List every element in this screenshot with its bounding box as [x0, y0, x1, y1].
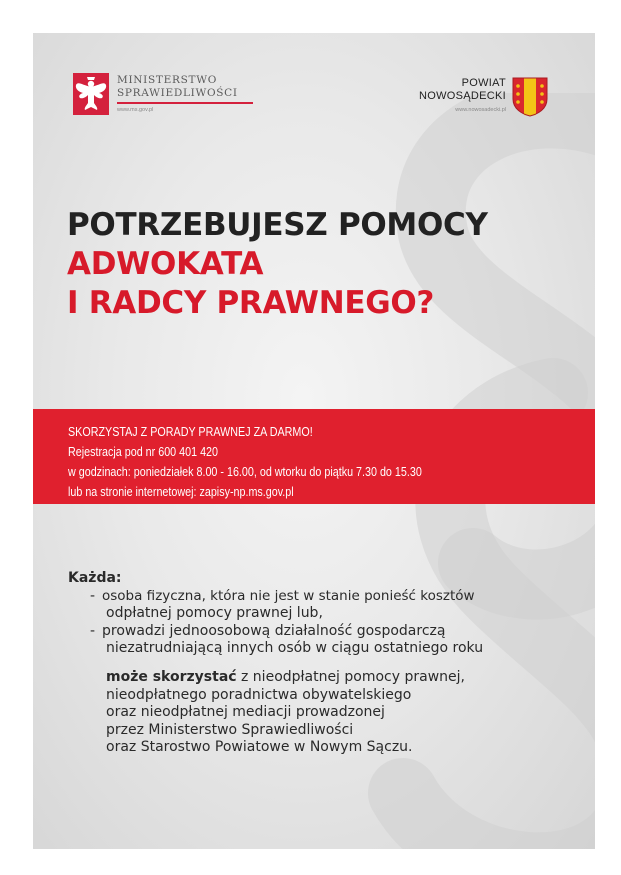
- services-paragraph: [68, 669, 483, 757]
- ministry-name: [117, 74, 238, 100]
- eligibility-item-line: niezatrudniającą innych osób w ciągu ostatniego roku: [106, 640, 484, 657]
- services-line: oraz Starostwo Powiatowe w Nowym Sączu.: [106, 739, 413, 756]
- band-line-offer: SKORZYSTAJ Z PORADY PRAWNEJ ZA DARMO!: [68, 425, 313, 439]
- services-line: przez Ministerstwo Sprawiedliwości: [106, 721, 354, 738]
- band-line-phone: Rejestracja pod nr 600 401 420: [68, 445, 219, 459]
- services-line: oraz nieodpłatnej mediacji prowadzonej: [106, 704, 385, 721]
- eligibility-item: [68, 588, 483, 623]
- ministry-name-line2: SPRAWIEDLIWOŚCI: [117, 87, 238, 99]
- headline-line1: POTRZEBUJESZ POMOCY: [67, 207, 488, 243]
- services-bold-phrase: może skorzystać: [106, 668, 237, 685]
- coat-of-arms-icon: [512, 77, 548, 117]
- ministry-name-line1: MINISTERSTWO: [117, 74, 217, 86]
- poster: [33, 33, 595, 849]
- powiat-name-line2: NOWOSĄDECKI: [418, 90, 506, 102]
- eligibility-item-line: odpłatnej pomocy prawnej lub,: [106, 605, 323, 622]
- eligibility-item: [68, 623, 483, 658]
- powiat-name-line1: POWIAT: [461, 77, 506, 89]
- services-line-rest: z nieodpłatnej pomocy prawnej,: [236, 668, 465, 685]
- list-dash: -: [90, 622, 96, 639]
- info-band: [33, 409, 595, 504]
- eligibility-text: [68, 570, 483, 757]
- headline-line3: I RADCY PRAWNEGO?: [67, 285, 435, 321]
- services-line: [106, 669, 483, 687]
- powiat-name: [419, 77, 506, 103]
- eligibility-item-line: prowadzi jednoosobową działalność gospodarczą: [102, 622, 446, 639]
- powiat-url: www.nowosadecki.pl: [455, 107, 506, 113]
- eligibility-heading: Każda:: [68, 570, 122, 586]
- band-line-website: lub na stronie internetowej: zapisy-np.ms.gov.pl: [68, 485, 294, 499]
- ministry-url: www.ms.gov.pl: [117, 107, 154, 113]
- services-line: nieodpłatnego poradnictwa obywatelskiego: [106, 686, 412, 703]
- ministry-divider: [117, 102, 253, 104]
- headline-line2: ADWOKATA: [67, 246, 264, 282]
- info-band-text: [68, 422, 422, 502]
- headline: [67, 206, 488, 323]
- list-dash: -: [90, 587, 96, 604]
- eligibility-item-line: osoba fizyczna, która nie jest w stanie ponieść kosztów: [102, 587, 475, 604]
- eagle-icon: [73, 73, 109, 115]
- band-line-hours: w godzinach: poniedziałek 8.00 - 16.00, od wtorku do piątku 7.30 do 15.30: [68, 465, 422, 479]
